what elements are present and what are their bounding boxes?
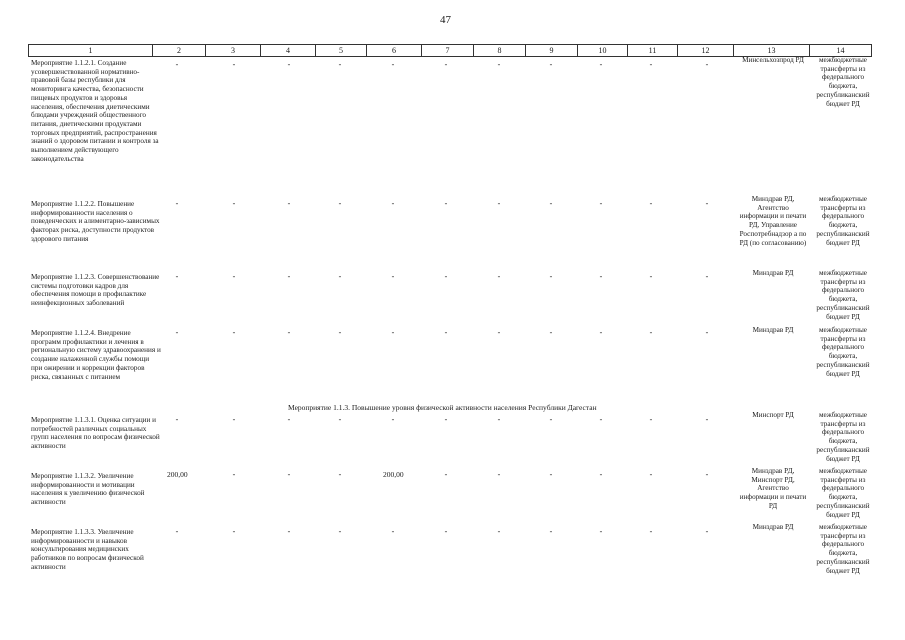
row-3-funding: межбюджетные трансферты из федерального бюджета, республиканский бюджет РД	[816, 269, 870, 321]
row-7-dash: -	[599, 527, 603, 536]
row-1-dash: -	[497, 60, 501, 69]
row-7-executor: Минздрав РД	[752, 523, 794, 531]
row-7-dash: -	[649, 527, 653, 536]
row-1-dash: -	[232, 60, 236, 69]
row-5-dash: -	[444, 415, 448, 424]
row-3-dash: -	[549, 272, 553, 281]
row-4-dash: -	[599, 328, 603, 337]
row-4-name: Мероприятие 1.1.2.4. Внедрение программ профилактики и лечения в региональную систему здравоохранения и создание налаженной службы помощи при ожирении и коррекции факторов риска, связанных с питанием	[31, 329, 161, 381]
row-3-executor: Минздрав РД	[752, 269, 794, 277]
row-5-dash: -	[338, 415, 342, 424]
row-3-dash: -	[599, 272, 603, 281]
row-7-dash: -	[232, 527, 236, 536]
row-5-dash: -	[175, 415, 179, 424]
row-4-dash: -	[705, 328, 709, 337]
row-5-dash: -	[649, 415, 653, 424]
row-1-name: Мероприятие 1.1.2.1. Создание усовершенствованной нормативно-правовой базы республики для мониторинга качества, безопасности пищевых продуктов и здоровья населения, обеспечения диетическими блюдами учреждений общественного питания, диетическими продуктами торговых предприятий, распространения знаний о здоровом питании и контроля за выполнением действующего законодательства	[31, 59, 159, 163]
row-3-dash: -	[232, 272, 236, 281]
row-2-dash: -	[175, 199, 179, 208]
row-4-dash: -	[497, 328, 501, 337]
column-header-3: 3	[206, 45, 261, 56]
row-4-dash: -	[232, 328, 236, 337]
row-1-funding: межбюджетные трансферты из федерального бюджета, республиканский бюджет РД	[816, 56, 870, 108]
page-number: 47	[440, 14, 451, 26]
row-4-dash: -	[175, 328, 179, 337]
row-4-dash: -	[391, 328, 395, 337]
row-6-dash: -	[444, 470, 448, 479]
row-5-dash: -	[599, 415, 603, 424]
row-5-dash: -	[391, 415, 395, 424]
row-7-funding: межбюджетные трансферты из федерального бюджета, республиканский бюджет РД	[816, 523, 870, 575]
row-6-dash: -	[497, 470, 501, 479]
row-4-dash: -	[338, 328, 342, 337]
column-header-6: 6	[367, 45, 422, 56]
row-2-executor: Минздрав РД, Агентство информации и печати РД, Управление Роспотребнадзор а по РД (по согласованию)	[739, 195, 807, 247]
section-title: Мероприятие 1.1.3. Повышение уровня физической активности населения Республики Дагестан	[288, 403, 597, 412]
row-5-dash: -	[232, 415, 236, 424]
row-7-dash: -	[391, 527, 395, 536]
column-header-9: 9	[526, 45, 578, 56]
row-1-dash: -	[338, 60, 342, 69]
row-2-dash: -	[599, 199, 603, 208]
row-1-dash: -	[175, 60, 179, 69]
row-2-dash: -	[705, 199, 709, 208]
row-3-dash: -	[287, 272, 291, 281]
row-7-dash: -	[287, 527, 291, 536]
row-4-funding: межбюджетные трансферты из федерального бюджета, республиканский бюджет РД	[816, 326, 870, 378]
column-header-4: 4	[261, 45, 316, 56]
row-4-executor: Минздрав РД	[752, 326, 794, 334]
row-5-dash: -	[287, 415, 291, 424]
row-6-dash: -	[287, 470, 291, 479]
row-4-dash: -	[549, 328, 553, 337]
row-7-dash: -	[705, 527, 709, 536]
row-1-dash: -	[444, 60, 448, 69]
row-6-dash: -	[549, 470, 553, 479]
row-1-dash: -	[649, 60, 653, 69]
row-4-dash: -	[287, 328, 291, 337]
column-header-5: 5	[316, 45, 367, 56]
row-6-funding: межбюджетные трансферты из федерального бюджета, республиканский бюджет РД	[816, 467, 870, 519]
row-3-dash: -	[444, 272, 448, 281]
row-7-dash: -	[549, 527, 553, 536]
column-header-2: 2	[153, 45, 206, 56]
row-2-dash: -	[497, 199, 501, 208]
row-1-dash: -	[391, 60, 395, 69]
row-3-dash: -	[391, 272, 395, 281]
row-7-dash: -	[497, 527, 501, 536]
row-3-dash: -	[338, 272, 342, 281]
row-2-dash: -	[232, 199, 236, 208]
row-6-dash: -	[599, 470, 603, 479]
row-2-dash: -	[287, 199, 291, 208]
row-7-dash: -	[338, 527, 342, 536]
row-2-dash: -	[391, 199, 395, 208]
row-2-funding: межбюджетные трансферты из федерального бюджета, республиканский бюджет РД	[816, 195, 870, 247]
row-5-dash: -	[549, 415, 553, 424]
row-1-dash: -	[599, 60, 603, 69]
row-5-dash: -	[497, 415, 501, 424]
row-5-name: Мероприятие 1.1.3.1. Оценка ситуации и потребностей различных социальных групп населения по вопросам физической активности	[31, 416, 160, 451]
row-5-executor: Минспорт РД	[752, 411, 794, 419]
column-header-14: 14	[836, 46, 845, 55]
row-6-dash: -	[338, 470, 342, 479]
row-6-col6-value: 200,00	[383, 470, 404, 479]
row-2-name: Мероприятие 1.1.2.2. Повышение информированности населения о поведенческих и алиментарно-зависимых факторах риска, доступности продуктов здорового питания	[31, 200, 160, 243]
row-6-col2-value: 200,00	[167, 470, 188, 479]
column-header-13: 13	[734, 45, 810, 56]
column-header-8: 8	[474, 45, 526, 56]
row-3-dash: -	[705, 272, 709, 281]
row-1-executor: Минсельхозпрод РД	[742, 56, 804, 64]
column-header-11: 11	[628, 45, 678, 56]
row-2-dash: -	[649, 199, 653, 208]
row-3-dash: -	[649, 272, 653, 281]
row-6-dash: -	[232, 470, 236, 479]
row-6-dash: -	[705, 470, 709, 479]
row-3-dash: -	[497, 272, 501, 281]
row-4-dash: -	[649, 328, 653, 337]
column-header-10: 10	[578, 45, 628, 56]
row-1-dash: -	[549, 60, 553, 69]
column-header-1: 1	[29, 45, 153, 56]
column-header-7: 7	[422, 45, 474, 56]
row-4-dash: -	[444, 328, 448, 337]
row-2-dash: -	[444, 199, 448, 208]
row-6-name: Мероприятие 1.1.3.2. Увеличение информированности и мотивации населения к увеличению физической активности	[31, 472, 145, 507]
row-6-executor: Минздрав РД, Минспорт РД, Агентство информации и печати РД	[739, 467, 807, 510]
row-7-dash: -	[175, 527, 179, 536]
row-2-dash: -	[549, 199, 553, 208]
row-3-name: Мероприятие 1.1.2.3. Совершенствование системы подготовки кадров для обеспечения помощи в профилактике неинфекционных заболеваний	[31, 273, 160, 308]
column-header-12: 12	[678, 45, 734, 56]
row-1-dash: -	[705, 60, 709, 69]
row-7-dash: -	[444, 527, 448, 536]
row-5-dash: -	[705, 415, 709, 424]
row-5-funding: межбюджетные трансферты из федерального бюджета, республиканский бюджет РД	[816, 411, 870, 463]
row-6-dash: -	[649, 470, 653, 479]
row-2-dash: -	[338, 199, 342, 208]
row-7-name: Мероприятие 1.1.3.3. Увеличение информированности и навыков консультирования медицинских работников по вопросам физической активности	[31, 528, 144, 571]
row-3-dash: -	[175, 272, 179, 281]
row-1-dash: -	[287, 60, 291, 69]
